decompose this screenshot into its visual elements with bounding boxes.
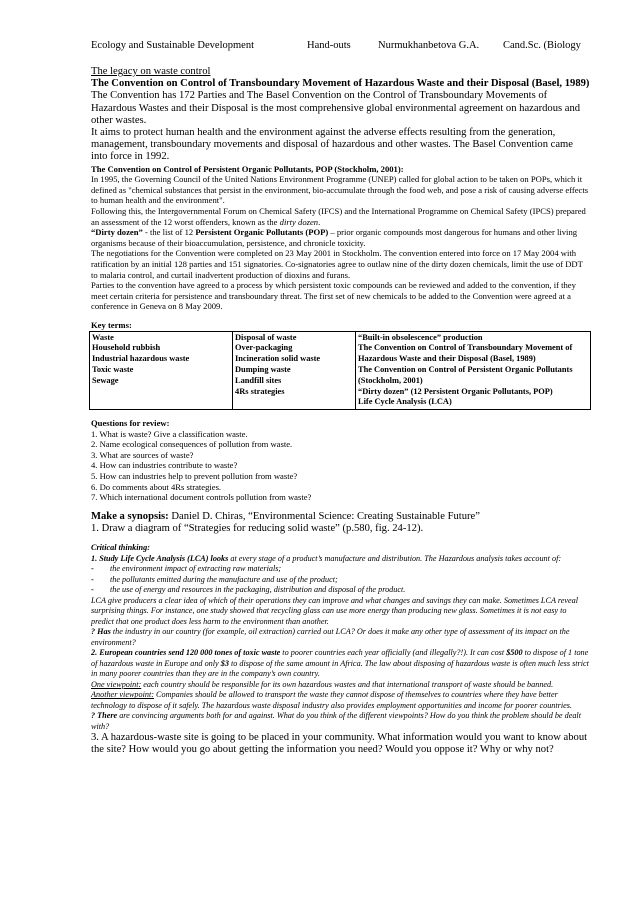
term: Household rubbish [92,343,161,353]
critical-q2: 2. European countries send 120 000 tones of toxic waste to poorer countries each year officially (and illegally?!). It can cost $500 to dispose of 1 tone of hazardous waste in Europe and only $3 to dispose of the same amount in Africa. The law about disposing of hazardous waste is often much less strict in many poorer countries than they are in the company’s own country. [91,648,589,679]
viewpoint-two: Another viewpoint: Companies should be allowed to transport the waste they cannot dispose of themselves to countries where they have better technology to dispose of it safely. The hazardous waste disposal industry also provides employment opportunities and income for poorer countries. [91,690,572,710]
term: The Convention on Control of Transboundary Movement of Hazardous Waste and their Disposal (Basel, 1989) [358,343,573,364]
pop-paragraph-1: In 1995, the Governing Council of the United Nations Environment Programme (UNEP) called for global action to be taken on POPs, which it defined as "chemical substances that persist in the environment, bio-accumulate through the food web, and pose a risk of causing adverse effects to human health and the environment". [91,174,589,206]
synopsis-task: 1. Draw a diagram of “Strategies for reducing solid waste” (p.580, fig. 24-12). [91,523,424,535]
term: Disposal of waste [235,332,297,342]
bullet-item: - the use of energy and resources in the packaging, distribution and disposal of the product. [91,585,406,595]
synopsis-line: Make a synopsis: Daniel D. Chiras, “Environmental Science: Creating Sustainable Future” [91,510,480,522]
term: “Built-in obsolescence” production [358,332,483,342]
has-question: ? Has the industry in our country (for example, oil extraction) carried out LCA? Or does it make any other type of assessment of its impact on the environment? [91,627,570,647]
bullet-item: - the environment impact of extracting raw materials; [91,564,282,574]
header-author: Nurmukhanbetova G.A. [378,40,480,51]
term: Toxic waste [92,364,134,374]
key-terms-col-3 [356,331,591,410]
term: The Convention on Control of Persistent Organic Pollutants (Stockholm, 2001) [358,364,573,385]
term: Sewage [92,375,119,385]
document-body [91,66,591,757]
term: Industrial hazardous waste [92,354,190,364]
critical-label: Critical thinking: [91,543,150,553]
review-question: 7. Which international document controls pollution from waste? [91,492,312,503]
pop-paragraph-3: “Dirty dozen” - the list of 12 Persistent Organic Pollutants (POP) – prior organic compounds most dangerous for humans and other living organisms because of their bioaccumulation, persistence, and chronicle toxicity. [91,227,578,248]
term: Incineration solid waste [235,354,321,364]
key-terms-label: Key terms: [91,319,132,330]
review-question: 5. How can industries help to prevent pollution from waste? [91,471,298,482]
key-terms-col-2 [233,331,356,410]
review-question: 1. What is waste? Give a classification waste. [91,428,248,439]
term: Life Cycle Analysis (LCA) [358,397,452,407]
term: 4Rs strategies [235,386,285,396]
term: Dumping waste [235,364,291,374]
critical-q1: 1. Study Life Cycle Analysis (LCA) looks at every stage of a product’s manufacture and distribution. The Hazardous analysis takes account of: [91,553,562,563]
term: “Dirty dozen” (12 Persistent Organic Pollutants, POP) [358,386,553,396]
term: Landfill sites [235,375,282,385]
review-label: Questions for review: [91,418,170,429]
basel-heading: The Convention on Control of Transboundary Movement of Hazardous Waste and their Disposal (Basel, 1989) [91,78,590,90]
review-question: 6. Do comments about 4Rs strategies. [91,481,222,492]
viewpoint-one: One viewpoint: each country should be responsible for its own hazardous wastes and that international transport of waste should be banned. [91,679,554,689]
term: Over-packaging [235,343,293,353]
key-terms-col-1 [90,331,233,410]
pop-paragraph-2: Following this, the Intergovernmental Forum on Chemical Safety (IFCS) and the International Programme on Chemical Safety (IPCS) prepared an assessment of the 12 worst offenders, known as the dirty dozen. [91,206,586,227]
critical-q3: 3. A hazardous-waste site is going to be placed in your community. What information would you want to know about the site? How would you go about getting the information you need? Would you oppose it? Why or why not? [91,732,588,756]
review-question: 3. What are sources of waste? [91,449,194,460]
pop-paragraph-5: Parties to the convention have agreed to a process by which persistent toxic compounds can be reviewed and added to the convention, if they meet certain criteria for persistence and transboundary threat. The first set of new chemicals to be added to the Convention were agreed at a conference in Geneva on 8 May 2009. [91,280,576,312]
pop-paragraph-4: The negotiations for the Convention were completed on 23 May 2001 in Stockholm. The convention entered into force on 17 May 2004 with ratification by an initial 128 parties and 151 signatories. Co-signatories agree to outlaw nine of the dirty dozen chemicals, limit the use of DDT to malaria control, and curtail inadvertent production of dioxins and furans. [91,248,583,280]
header-degree: Cand.Sc. (Biology [503,40,581,51]
header-course: Ecology and Sustainable Development [91,40,255,51]
header-type: Hand-outs [307,40,351,51]
key-terms-table [89,331,591,411]
review-question: 4. How can industries contribute to waste? [91,460,238,471]
pop-heading: The Convention on Control of Persistent Organic Pollutants, POP (Stockholm, 2001): [91,163,404,174]
term: Waste [92,332,114,342]
review-question: 2. Name ecological consequences of pollution from waste. [91,439,293,450]
basel-paragraph-1: The Convention has 172 Parties and The Basel Convention on the Control of Transboundary Movements of Hazardous Wastes and their Disposal is the most comprehensive global environmental agreement on hazardous and other wastes. [91,90,581,126]
section-title: The legacy on waste control [91,66,211,77]
lca-paragraph: LCA give producers a clear idea of which of their operations they can improve and what changes and savings they can make. Sometimes LCA reveal surprising things. For instance, one study showed that recycling glass can use more energy than producing new glass. Sometimes it is not easy to predict that one product does less harm to the environment than another. [91,595,578,626]
bullet-item: - the pollutants emitted during the manufacture and use of the product; [91,574,338,584]
basel-paragraph-2: It aims to protect human health and the environment against the adverse effects resulting from the generation, management, transboundary movements and disposal of hazardous and other wastes. The Basel Convention came into force in 1992. [91,127,573,163]
there-question: ? There are convincing arguments both for and against. What do you think of the different viewpoints? How do you think the problem should be dealt with? [91,711,581,731]
